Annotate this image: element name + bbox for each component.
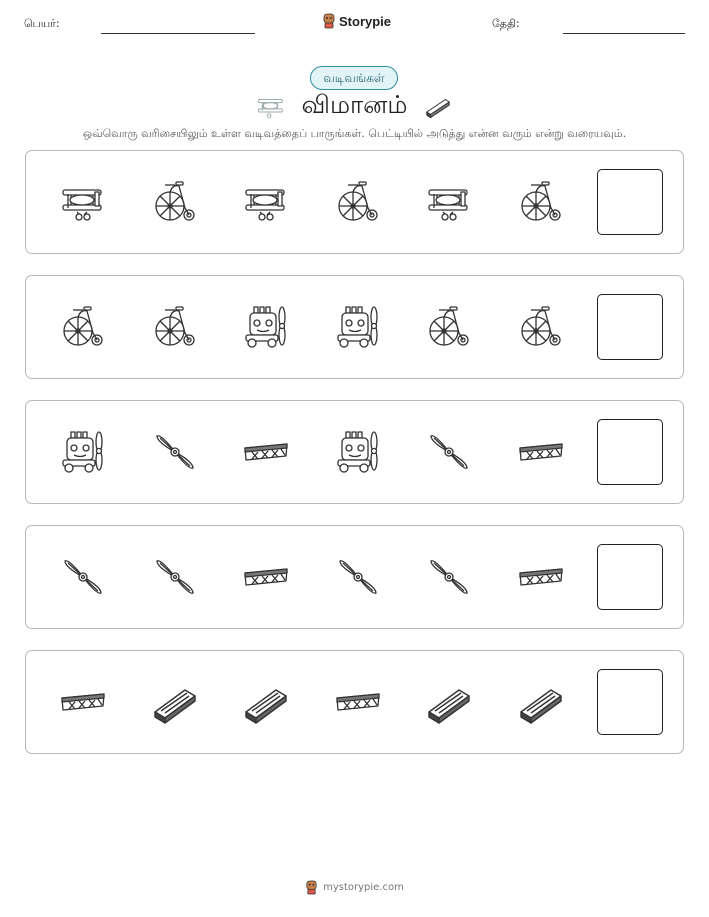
pattern-row-5 — [25, 650, 684, 754]
answer-box[interactable] — [597, 544, 663, 610]
propeller-icon — [334, 553, 382, 601]
propeller-icon — [59, 553, 107, 601]
plank-icon — [425, 678, 473, 726]
pattern-row-1 — [25, 150, 684, 254]
propeller-icon — [425, 553, 473, 601]
storypie-mascot-icon — [322, 13, 336, 29]
date-label: தேதி: — [492, 17, 520, 30]
wing-icon — [517, 553, 565, 601]
robot-propeller-icon — [334, 303, 382, 351]
robot-propeller-icon — [59, 428, 107, 476]
penny-farthing-icon — [425, 303, 473, 351]
plank-icon — [242, 678, 290, 726]
name-line — [101, 33, 255, 34]
plank-icon — [421, 92, 455, 122]
plank-icon — [151, 678, 199, 726]
propeller-icon — [425, 428, 473, 476]
pattern-row-2 — [25, 275, 684, 379]
penny-farthing-icon — [517, 303, 565, 351]
answer-box[interactable] — [597, 419, 663, 485]
penny-farthing-icon — [334, 178, 382, 226]
footer-url: mystorypie.com — [323, 882, 404, 893]
wing-icon — [517, 428, 565, 476]
brand-name: Storypie — [339, 13, 392, 29]
biplane-icon — [425, 178, 473, 226]
robot-propeller-icon — [242, 303, 290, 351]
wing-icon — [334, 678, 382, 726]
brand-logo — [322, 13, 391, 29]
wing-icon — [242, 553, 290, 601]
answer-box[interactable] — [597, 669, 663, 735]
storypie-mascot-icon — [305, 880, 318, 895]
answer-box[interactable] — [597, 294, 663, 360]
page-title: விமானம் — [301, 90, 408, 119]
propeller-icon — [151, 428, 199, 476]
title-row — [0, 90, 709, 123]
answer-box[interactable] — [597, 169, 663, 235]
wing-icon — [242, 428, 290, 476]
penny-farthing-icon — [151, 178, 199, 226]
instructions: ஒவ்வொரு வரிசையிலும் உள்ள வடிவத்தைப் பாருங்கள். பெட்டியில் அடுத்து என்ன வரும் என்று வரையவும். — [82, 127, 627, 140]
biplane-icon — [242, 178, 290, 226]
robot-propeller-icon — [334, 428, 382, 476]
pattern-row-4 — [25, 525, 684, 629]
wing-icon — [59, 678, 107, 726]
topic-badge: வடிவங்கள் — [310, 66, 398, 90]
biplane-icon — [59, 178, 107, 226]
pattern-row-3 — [25, 400, 684, 504]
penny-farthing-icon — [517, 178, 565, 226]
date-line — [563, 33, 685, 34]
footer — [0, 880, 709, 895]
penny-farthing-icon — [59, 303, 107, 351]
biplane-icon — [254, 92, 288, 122]
name-label: பெயர்: — [24, 17, 60, 30]
penny-farthing-icon — [151, 303, 199, 351]
plank-icon — [517, 678, 565, 726]
propeller-icon — [151, 553, 199, 601]
